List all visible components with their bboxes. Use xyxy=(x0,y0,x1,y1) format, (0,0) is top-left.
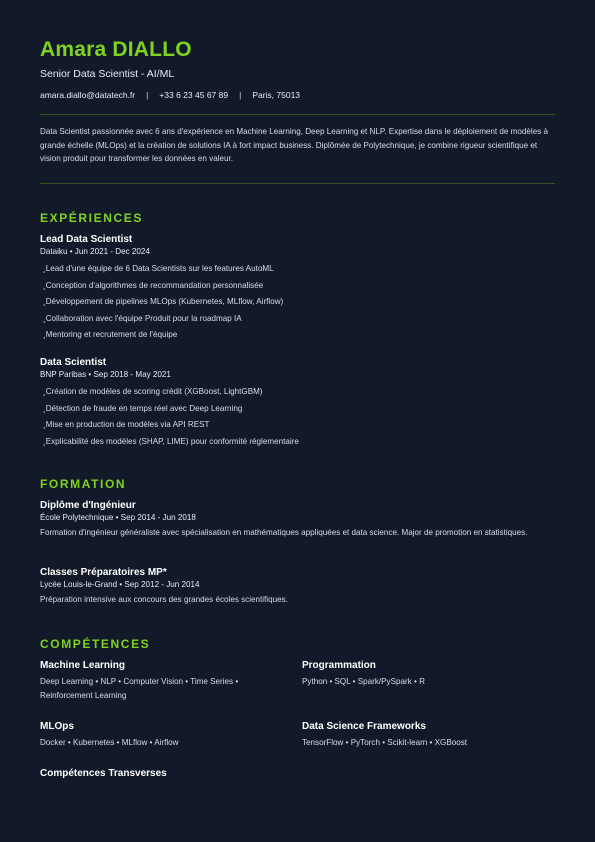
contact-phone: +33 6 23 45 67 89 xyxy=(159,90,229,100)
experience-bullets xyxy=(40,384,555,450)
education-description: Préparation intensive aux concours des grandes écoles scientifiques. xyxy=(40,595,288,604)
bullet-mark: ¸ xyxy=(43,387,46,396)
bullet-text: Mentoring et recrutement de l'équipe xyxy=(45,330,178,340)
candidate-name: Amara DIALLO xyxy=(40,38,192,61)
experience-title: Lead Data Scientist xyxy=(40,234,133,245)
contact-location: Paris, 75013 xyxy=(252,90,301,100)
experience-title: Data Scientist xyxy=(40,357,107,368)
contact-line xyxy=(40,90,300,100)
bullet-item xyxy=(40,384,555,401)
bullet-item xyxy=(40,401,555,418)
education-meta: École Polytechnique • Sep 2014 - Jun 2018 xyxy=(40,513,196,522)
skill-group-list: Docker • Kubernetes • MLflow • Airflow xyxy=(40,738,179,747)
skill-group-title: Machine Learning xyxy=(40,660,126,671)
bullet-item xyxy=(40,434,555,451)
section-title-education: FORMATION xyxy=(40,477,127,491)
experience-entry xyxy=(40,356,555,450)
profile-summary: Data Scientist passionnée avec 6 ans d'expérience en Machine Learning, Deep Learning et NLP. Expertise dans le déploiement de modèles à grande échelle (MLOps) et la création de solutions IA à fort impact business. Diplômée de Polytechnique, je combine rigueur scientifique et vision produit pour transformer les données en valeur. xyxy=(40,127,549,163)
bullet-text: Mise en production de modèles via API REST xyxy=(45,420,210,430)
skill-group xyxy=(302,659,552,689)
bullet-mark: ¸ xyxy=(43,330,46,340)
divider-bottom xyxy=(40,183,555,184)
bullet-item xyxy=(40,327,555,344)
skill-group xyxy=(40,659,290,702)
contact-separator: | xyxy=(146,90,149,100)
education-title: Classes Préparatoires MP* xyxy=(40,567,167,578)
bullet-text: Lead d'une équipe de 6 Data Scientists sur les features AutoML xyxy=(45,264,274,273)
bullet-text: Conception d'algorithmes de recommandation personnalisée xyxy=(45,280,264,290)
education-entry xyxy=(40,566,555,607)
bullet-item xyxy=(40,278,555,295)
bullet-text: Création de modèles de scoring crédit (XGBoost, LightGBM) xyxy=(45,387,263,396)
bullet-text: Détection de fraude en temps réel avec Deep Learning xyxy=(45,403,243,413)
experience-bullets xyxy=(40,261,555,344)
experience-meta: BNP Paribas • Sep 2018 - May 2021 xyxy=(40,370,171,379)
experience-meta: Dataiku • Jun 2021 - Dec 2024 xyxy=(40,247,150,256)
bullet-mark: ¸ xyxy=(43,313,46,323)
skill-group xyxy=(40,767,290,783)
education-description: Formation d'ingénieur généraliste avec spécialisation en mathématiques appliquées et data science. Major de promotion en statistiques. xyxy=(40,528,528,537)
bullet-text: Explicabilité des modèles (SHAP, LIME) pour conformité réglementaire xyxy=(45,436,299,446)
bullet-mark: ¸ xyxy=(43,420,46,430)
skill-group-list: Deep Learning • NLP • Computer Vision • Time Series • Reinforcement Learning xyxy=(40,677,239,700)
skill-group-list: TensorFlow • PyTorch • Scikit-learn • XGBoost xyxy=(302,738,468,747)
contact-separator: | xyxy=(239,90,242,100)
bullet-mark: ¸ xyxy=(43,280,46,290)
contact-email: amara.diallo@datatech.fr xyxy=(40,90,136,100)
bullet-item xyxy=(40,294,555,311)
skill-group-title: Programmation xyxy=(302,660,376,671)
bullet-text: Collaboration avec l'équipe Produit pour la roadmap IA xyxy=(45,313,242,323)
skill-group-title: Compétences Transverses xyxy=(40,768,167,779)
section-title-experience: EXPÉRIENCES xyxy=(40,211,143,225)
bullet-item xyxy=(40,417,555,434)
skill-group xyxy=(302,720,552,750)
experience-entry xyxy=(40,233,555,344)
bullet-mark: ¸ xyxy=(43,436,46,446)
skill-group-title: MLOps xyxy=(40,721,74,732)
section-title-skills: COMPÉTENCES xyxy=(40,637,151,651)
divider-top xyxy=(40,114,555,115)
education-entry xyxy=(40,499,555,540)
bullet-mark: ¸ xyxy=(43,403,46,413)
skill-group-title: Data Science Frameworks xyxy=(302,721,426,732)
bullet-mark: ¸ xyxy=(43,264,46,273)
education-title: Diplôme d'Ingénieur xyxy=(40,500,136,511)
skill-group xyxy=(40,720,290,750)
bullet-item xyxy=(40,261,555,278)
bullet-item xyxy=(40,311,555,328)
education-meta: Lycée Louis-le-Grand • Sep 2012 - Jun 2014 xyxy=(40,580,200,589)
skill-group-list: Python • SQL • Spark/PySpark • R xyxy=(302,677,425,686)
bullet-mark: ¸ xyxy=(43,297,46,307)
job-title: Senior Data Scientist - AI/ML xyxy=(40,68,175,80)
bullet-text: Développement de pipelines MLOps (Kubernetes, MLflow, Airflow) xyxy=(45,297,284,307)
